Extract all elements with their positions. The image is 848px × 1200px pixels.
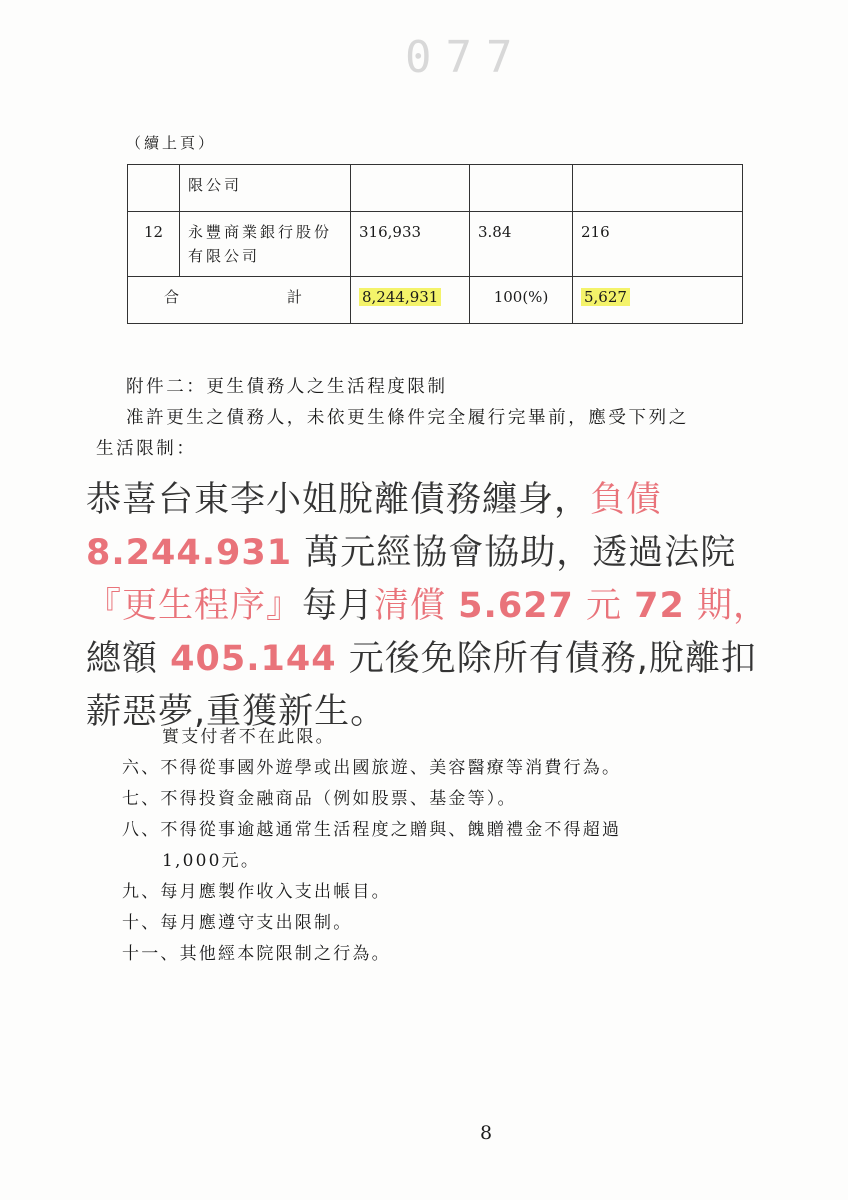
cell-amount: [351, 165, 470, 212]
overlay-text: 每月: [302, 586, 375, 626]
cell-no: 12: [128, 212, 180, 277]
total-amount: 8,244,931: [359, 288, 441, 306]
overlay-highlight: 元: [573, 586, 635, 626]
list-item: 實支付者不在此限。: [162, 727, 335, 747]
list-item: 九、每月應製作收入支出帳目。: [122, 882, 391, 902]
list-item: 八、不得從事逾越通常生活程度之贈與、餽贈禮金不得超過: [122, 820, 622, 840]
total-monthly: 5,627: [581, 288, 630, 306]
total-percent: 100(%): [470, 277, 573, 324]
overlay-periods: 72: [634, 586, 685, 626]
cell-monthly: 216: [573, 212, 743, 277]
overlay-highlight: 負債: [590, 480, 663, 520]
overlay-highlight: 『更生程序』: [86, 586, 303, 626]
restriction-list: [122, 722, 762, 970]
overlay-highlight: 期，: [684, 586, 770, 626]
cell-monthly: [573, 165, 743, 212]
overlay-text: 恭喜台東李小姐脫離債務纏身，: [86, 480, 591, 520]
cell-creditor-name: 限公司: [180, 165, 351, 212]
list-item: 十一、其他經本院限制之行為。: [122, 944, 391, 964]
page-number: 8: [480, 1122, 493, 1144]
list-item: 十、每月應遵守支出限制。: [122, 913, 353, 933]
overlay-text: 萬元經協會協助，透過法院: [292, 533, 737, 573]
overlay-highlight: 清償: [374, 586, 459, 626]
total-label: [128, 277, 351, 324]
overlay-text: 元後免除所有債務,脫離扣薪惡夢,重獲新生。: [86, 639, 757, 732]
overlay-debt-amount: 8.244.931: [86, 533, 293, 573]
attachment-intro-cont: 生活限制：: [96, 439, 197, 459]
table-row: [128, 165, 743, 212]
list-item: 六、不得從事國外遊學或出國旅遊、美容醫療等消費行為。: [122, 758, 622, 778]
total-monthly-cell: [573, 277, 743, 324]
overlay-total-amount: 405.144: [170, 639, 337, 679]
total-label-right: 計: [286, 288, 302, 306]
faded-stamp: 077: [405, 32, 527, 83]
cell-percent: 3.84: [470, 212, 573, 277]
cell-amount: 316,933: [351, 212, 470, 277]
cell-creditor-name: 永豐商業銀行股份有限公司: [180, 212, 351, 277]
table-row: [128, 212, 743, 277]
attachment-section: [96, 372, 776, 465]
continued-label: （續上頁）: [126, 134, 217, 152]
total-label-left: 合: [164, 288, 180, 306]
attachment-title: 附件二：更生債務人之生活程度限制: [126, 377, 448, 397]
cell-no: [128, 165, 180, 212]
creditor-table: [127, 164, 743, 324]
list-item: 1,000元。: [162, 851, 261, 871]
list-item: 七、不得投資金融商品（例如股票、基金等）。: [122, 789, 517, 809]
total-amount-cell: [351, 277, 470, 324]
table-total-row: [128, 277, 743, 324]
congratulation-overlay: [86, 474, 786, 739]
cell-percent: [470, 165, 573, 212]
overlay-monthly-amount: 5.627: [458, 586, 574, 626]
attachment-intro: 准許更生之債務人，未依更生條件完全履行完畢前，應受下列之: [126, 408, 689, 428]
overlay-text: 總額: [86, 639, 159, 679]
